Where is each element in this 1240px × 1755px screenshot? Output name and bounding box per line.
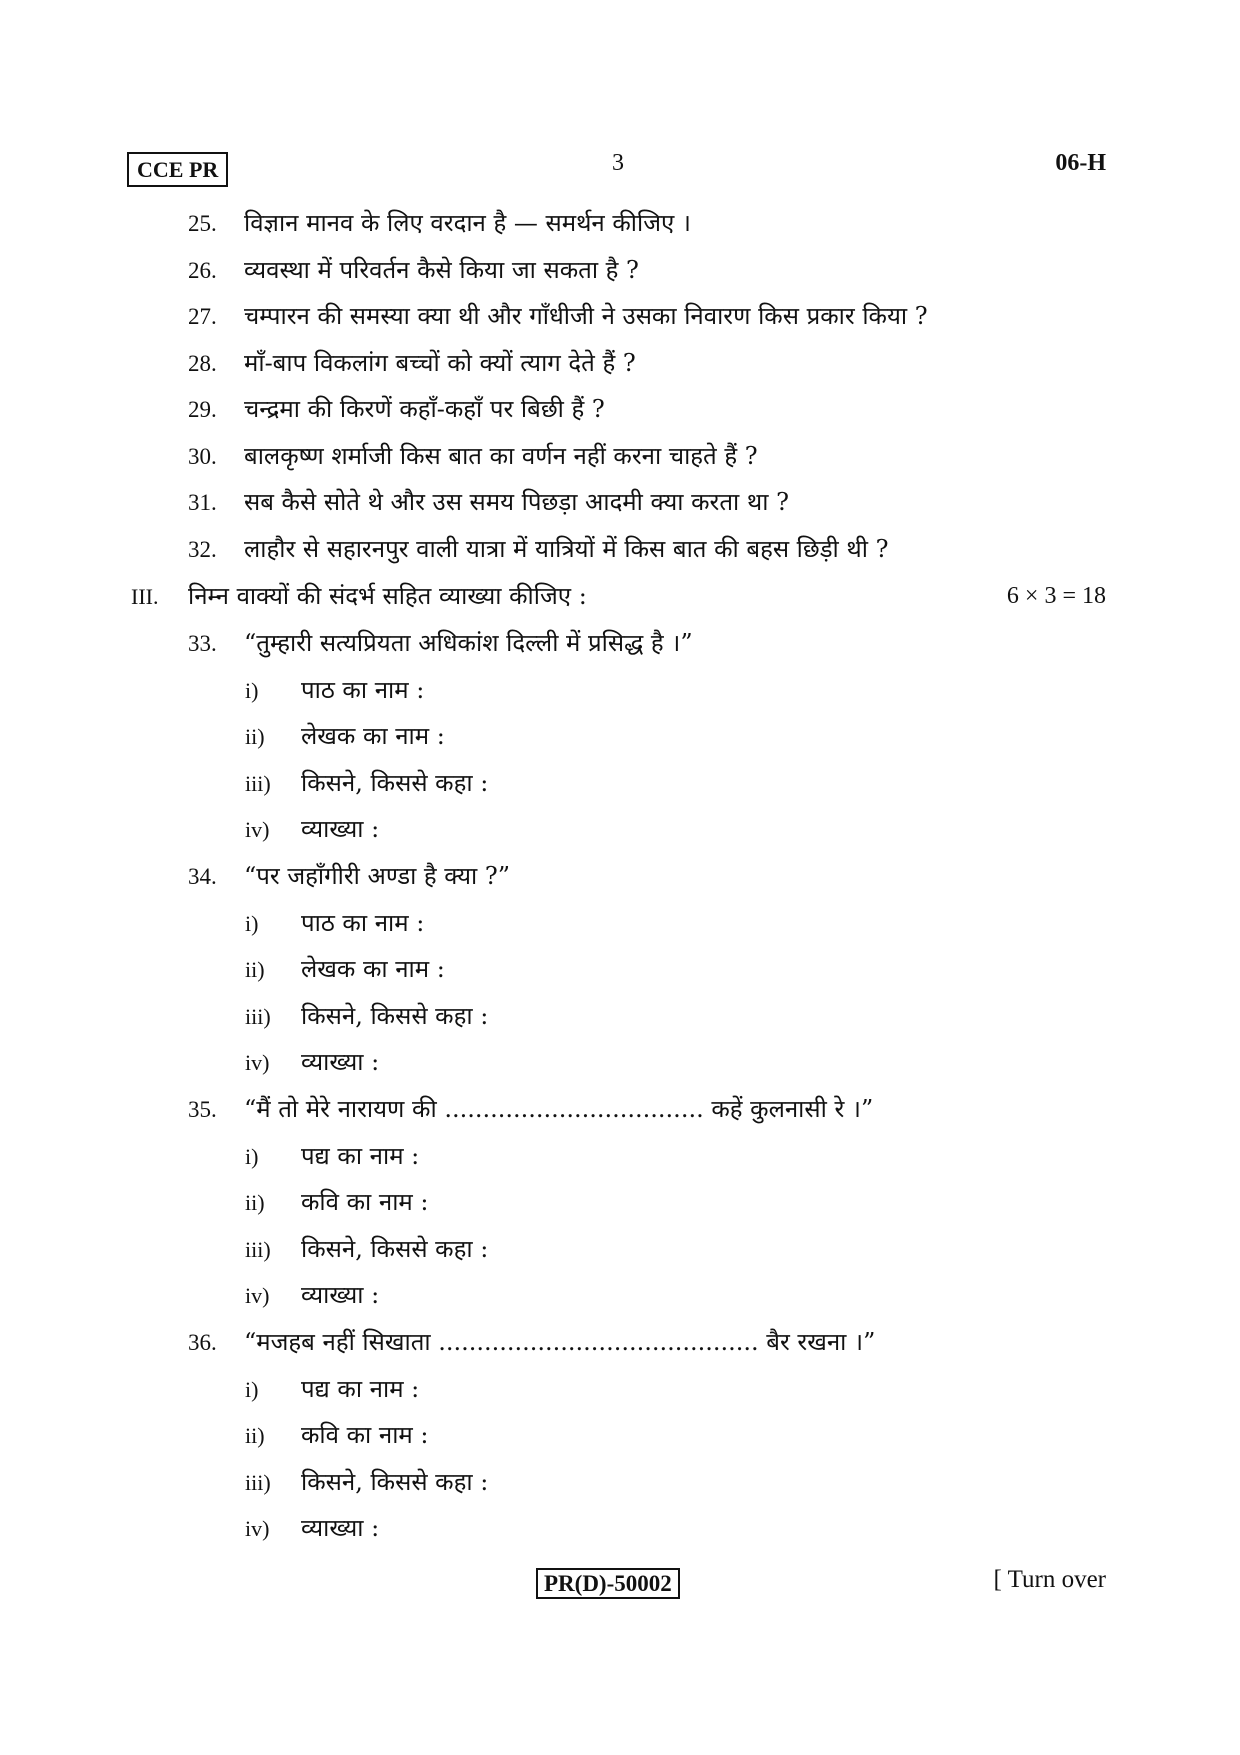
sub-number: i): [245, 911, 259, 936]
sub-number: iv): [245, 1283, 270, 1308]
section-marks: 6 × 3 = 18: [1006, 583, 1106, 609]
question-number: 32.: [188, 537, 217, 562]
sub-text: कवि का नाम :: [301, 1421, 429, 1449]
question-quote: “मैं तो मेरे नारायण की .................................. कहें कुलनासी रे ।”: [244, 1095, 874, 1123]
question-32: [188, 534, 888, 565]
question-text: माँ-बाप विकलांग बच्चों को क्यों त्याग देते हैं ?: [244, 349, 636, 377]
sub-number: ii): [245, 1190, 265, 1215]
question-28: [188, 348, 636, 379]
question-text: व्यवस्था में परिवर्तन कैसे किया जा सकता है ?: [244, 256, 639, 284]
question-quote: “पर जहाँगीरी अण्डा है क्या ?”: [244, 862, 511, 890]
sub-text: पद्य का नाम :: [301, 1142, 420, 1170]
question-text: चम्पारन की समस्या क्या थी और गाँधीजी ने उसका निवारण किस प्रकार किया ?: [244, 302, 928, 330]
question-number: 28.: [188, 351, 217, 376]
question-27: [188, 301, 928, 332]
sub-number: iii): [245, 771, 271, 796]
question-number: 27.: [188, 304, 217, 329]
question-29: [188, 394, 605, 425]
sub-number: ii): [245, 724, 265, 749]
question-33: [188, 628, 693, 659]
sub-number: ii): [245, 1423, 265, 1448]
sub-item: [245, 1187, 429, 1218]
page-number: 3: [612, 150, 624, 176]
sub-item: [245, 1001, 488, 1032]
sub-text: पाठ का नाम :: [301, 909, 425, 937]
sub-item: [245, 908, 424, 939]
turn-over-note: [ Turn over: [993, 1566, 1106, 1593]
sub-text: किसने, किससे कहा :: [301, 1235, 489, 1263]
sub-item: [245, 1047, 379, 1078]
sub-text: पद्य का नाम :: [301, 1375, 420, 1403]
sub-number: i): [245, 1377, 259, 1402]
section-heading: [131, 581, 587, 612]
question-number: 26.: [188, 258, 217, 283]
question-number: 31.: [188, 490, 217, 515]
question-number: 34.: [188, 864, 217, 889]
sub-item: [245, 721, 445, 752]
question-text: बालकृष्ण शर्माजी किस बात का वर्णन नहीं करना चाहते हैं ?: [244, 442, 758, 470]
header-code-box: CCE PR: [127, 152, 228, 187]
sub-number: iii): [245, 1470, 271, 1495]
sub-number: ii): [245, 957, 265, 982]
sub-number: i): [245, 1144, 259, 1169]
sub-text: पाठ का नाम :: [301, 676, 425, 704]
question-30: [188, 441, 758, 472]
question-25: [188, 208, 691, 239]
question-text: लाहौर से सहारनपुर वाली यात्रा में यात्रियों में किस बात की बहस छिड़ी थी ?: [244, 535, 889, 563]
section-number: III.: [131, 584, 159, 609]
sub-number: iv): [245, 1516, 270, 1541]
sub-text: कवि का नाम :: [301, 1188, 429, 1216]
sub-item: [245, 1280, 379, 1311]
sub-text: किसने, किससे कहा :: [301, 769, 489, 797]
sub-item: [245, 814, 379, 845]
section-instruction: निम्न वाक्यों की संदर्भ सहित व्याख्या कीजिए :: [188, 582, 587, 610]
question-34: [188, 861, 510, 892]
sub-number: iii): [245, 1237, 271, 1262]
question-number: 30.: [188, 444, 217, 469]
sub-number: iii): [245, 1004, 271, 1029]
question-26: [188, 255, 639, 286]
sub-item: [245, 768, 488, 799]
question-number: 29.: [188, 397, 217, 422]
sub-item: [245, 1234, 488, 1265]
sub-text: किसने, किससे कहा :: [301, 1002, 489, 1030]
question-text: सब कैसे सोते थे और उस समय पिछड़ा आदमी क्या करता था ?: [244, 488, 789, 516]
question-text: चन्द्रमा की किरणें कहाँ-कहाँ पर बिछी हैं ?: [244, 395, 605, 423]
sub-item: [245, 1467, 488, 1498]
sub-item: [245, 1374, 419, 1405]
question-36: [188, 1327, 875, 1358]
question-number: 25.: [188, 211, 217, 236]
question-number: 36.: [188, 1330, 217, 1355]
sub-item: [245, 1420, 429, 1451]
sub-number: iv): [245, 1050, 270, 1075]
sub-text: व्याख्या :: [301, 1048, 380, 1076]
sub-text: व्याख्या :: [301, 1514, 380, 1542]
question-quote: “तुम्हारी सत्यप्रियता अधिकांश दिल्ली में प्रसिद्ध है ।”: [244, 629, 693, 657]
question-quote: “मजहब नहीं सिखाता .......................................... बैर रखना ।”: [244, 1328, 876, 1356]
question-number: 35.: [188, 1097, 217, 1122]
paper-code: 06-H: [1055, 150, 1106, 176]
question-35: [188, 1094, 873, 1125]
sub-text: किसने, किससे कहा :: [301, 1468, 489, 1496]
sub-number: iv): [245, 817, 270, 842]
sub-text: लेखक का नाम :: [301, 955, 445, 983]
question-31: [188, 487, 789, 518]
sub-item: [245, 675, 424, 706]
sub-number: i): [245, 678, 259, 703]
sub-item: [245, 1513, 379, 1544]
sub-item: [245, 1141, 419, 1172]
sub-item: [245, 954, 445, 985]
question-text: विज्ञान मानव के लिए वरदान है — समर्थन कीजिए ।: [244, 209, 692, 237]
sub-text: व्याख्या :: [301, 1281, 380, 1309]
question-number: 33.: [188, 631, 217, 656]
footer-code-box: PR(D)-50002: [536, 1568, 680, 1599]
sub-text: लेखक का नाम :: [301, 722, 445, 750]
sub-text: व्याख्या :: [301, 815, 380, 843]
